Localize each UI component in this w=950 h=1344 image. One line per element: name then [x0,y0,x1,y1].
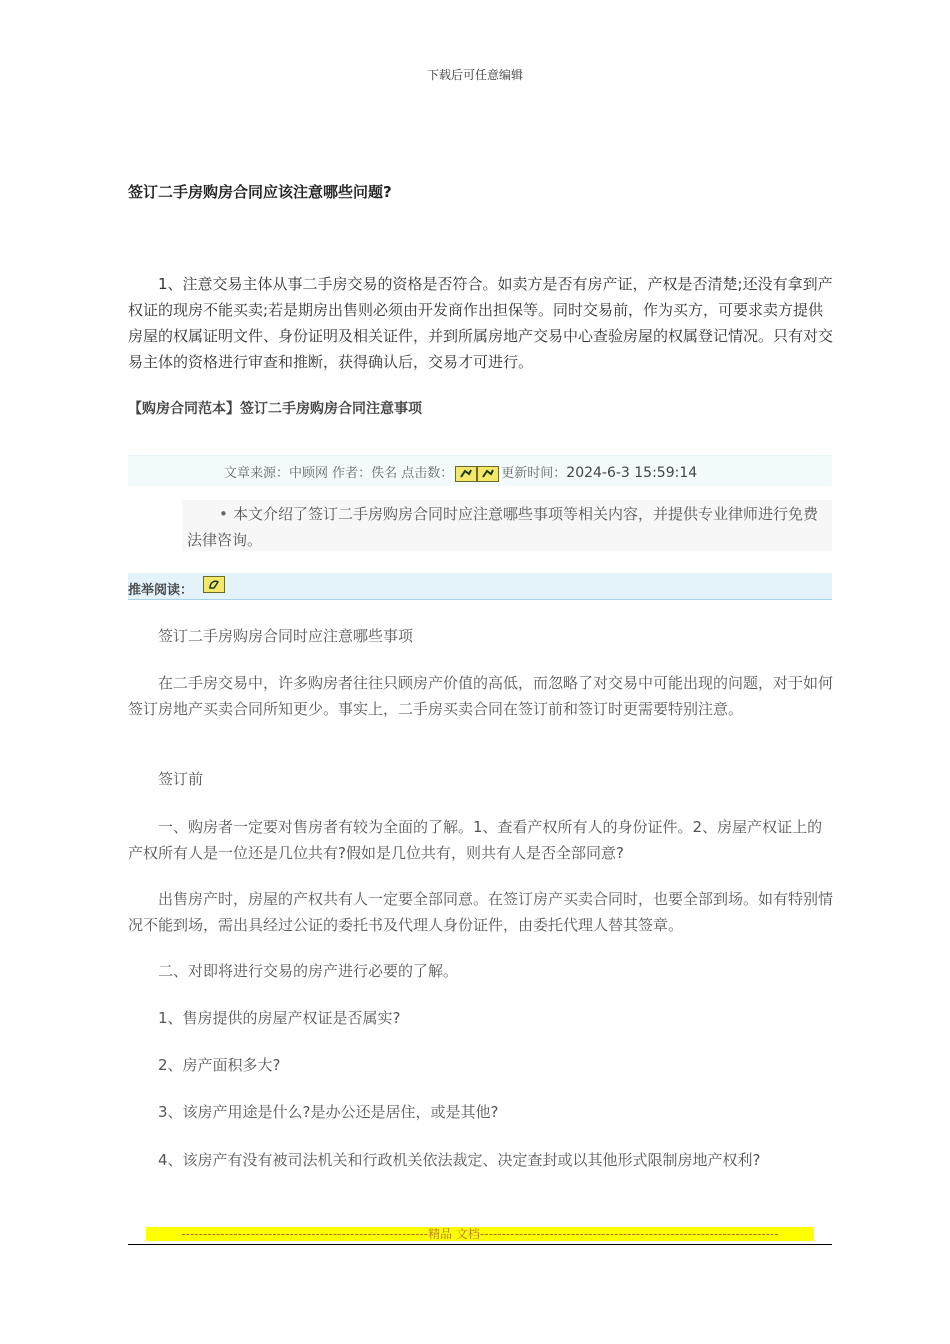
source-label: 文章来源：中顾网 作者：佚名 点击数： [224,466,454,481]
body-paragraph: 签订前 [158,770,204,788]
page-title: 签订二手房购房合同应该注意哪些问题? [128,183,392,201]
updated-label: 更新时间： [501,466,567,481]
footer-rule [128,1244,832,1245]
body-paragraph: 3、该房产用途是什么?是办公还是居住，或是其他? [158,1103,499,1121]
body-paragraph: 二、对即将进行交易的房产进行必要的了解。 [158,962,459,980]
summary-bullet: • [219,505,228,523]
body-paragraph: 2、房产面积多大? [158,1056,281,1074]
updated-value: 2024-6-3 15:59:14 [566,465,698,481]
article-subheading: 【购房合同范本】签订二手房购房合同注意事项 [128,401,422,417]
body-paragraph: 4、该房产有没有被司法机关和行政机关依法裁定、决定查封或以其他形式限制房地产权利? [158,1151,761,1169]
recommend-label: 推举阅读： [128,583,194,598]
body-paragraph: 1、售房提供的房屋产权证是否属实? [158,1009,401,1027]
recommend-icon[interactable] [203,574,225,593]
body-paragraph: 签订二手房购房合同时应注意哪些事项 [158,627,414,645]
footer-watermark-bar: ---------------------------------------------------------精品 文档--------------------------------------------------------------------- [146,1227,814,1241]
summary-text: 本文介绍了签订二手房购房合同时应注意哪些事项等相关内容，并提供专业律师进行免费法律咨询。 [187,505,819,549]
click-count-icon [455,466,499,482]
page-header-note: 下载后可任意编辑 [426,68,523,82]
article-summary [187,501,831,553]
intro-paragraph: 1、注意交易主体从事二手房交易的资格是否符合。如卖方是否有房产证，产权是否清楚;还没有拿到产权证的现房不能买卖;若是期房出售则必须由开发商作出担保等。同时交易前，作为买方，可要求卖方提供房屋的权属证明文件、身份证明及相关证件，并到所属房地产交易中心查验房屋的权属登记情况。只有对交易主体的资格进行审查和推断，获得确认后，交易才可进行。 [128,275,834,371]
body-paragraph: 在二手房交易中，许多购房者往往只顾房产价值的高低，而忽略了对交易中可能出现的问题，对于如何签订房地产买卖合同所知更少。事实上，二手房买卖合同在签订前和签订时更需要特别注意。 [128,674,834,718]
recommend-bar [128,573,832,600]
body-paragraph: 一、购房者一定要对售房者有较为全面的了解。1、查看产权所有人的身份证件。2、房屋产权证上的产权所有人是一位还是几位共有?假如是几位共有，则共有人是否全部同意? [128,818,823,862]
body-paragraph: 出售房产时，房屋的产权共有人一定要全部同意。在签订房产买卖合同时，也要全部到场。如有特别情况不能到场，需出具经过公证的委托书及代理人身份证件，由委托代理人替其签章。 [128,890,834,934]
article-meta [224,462,697,482]
